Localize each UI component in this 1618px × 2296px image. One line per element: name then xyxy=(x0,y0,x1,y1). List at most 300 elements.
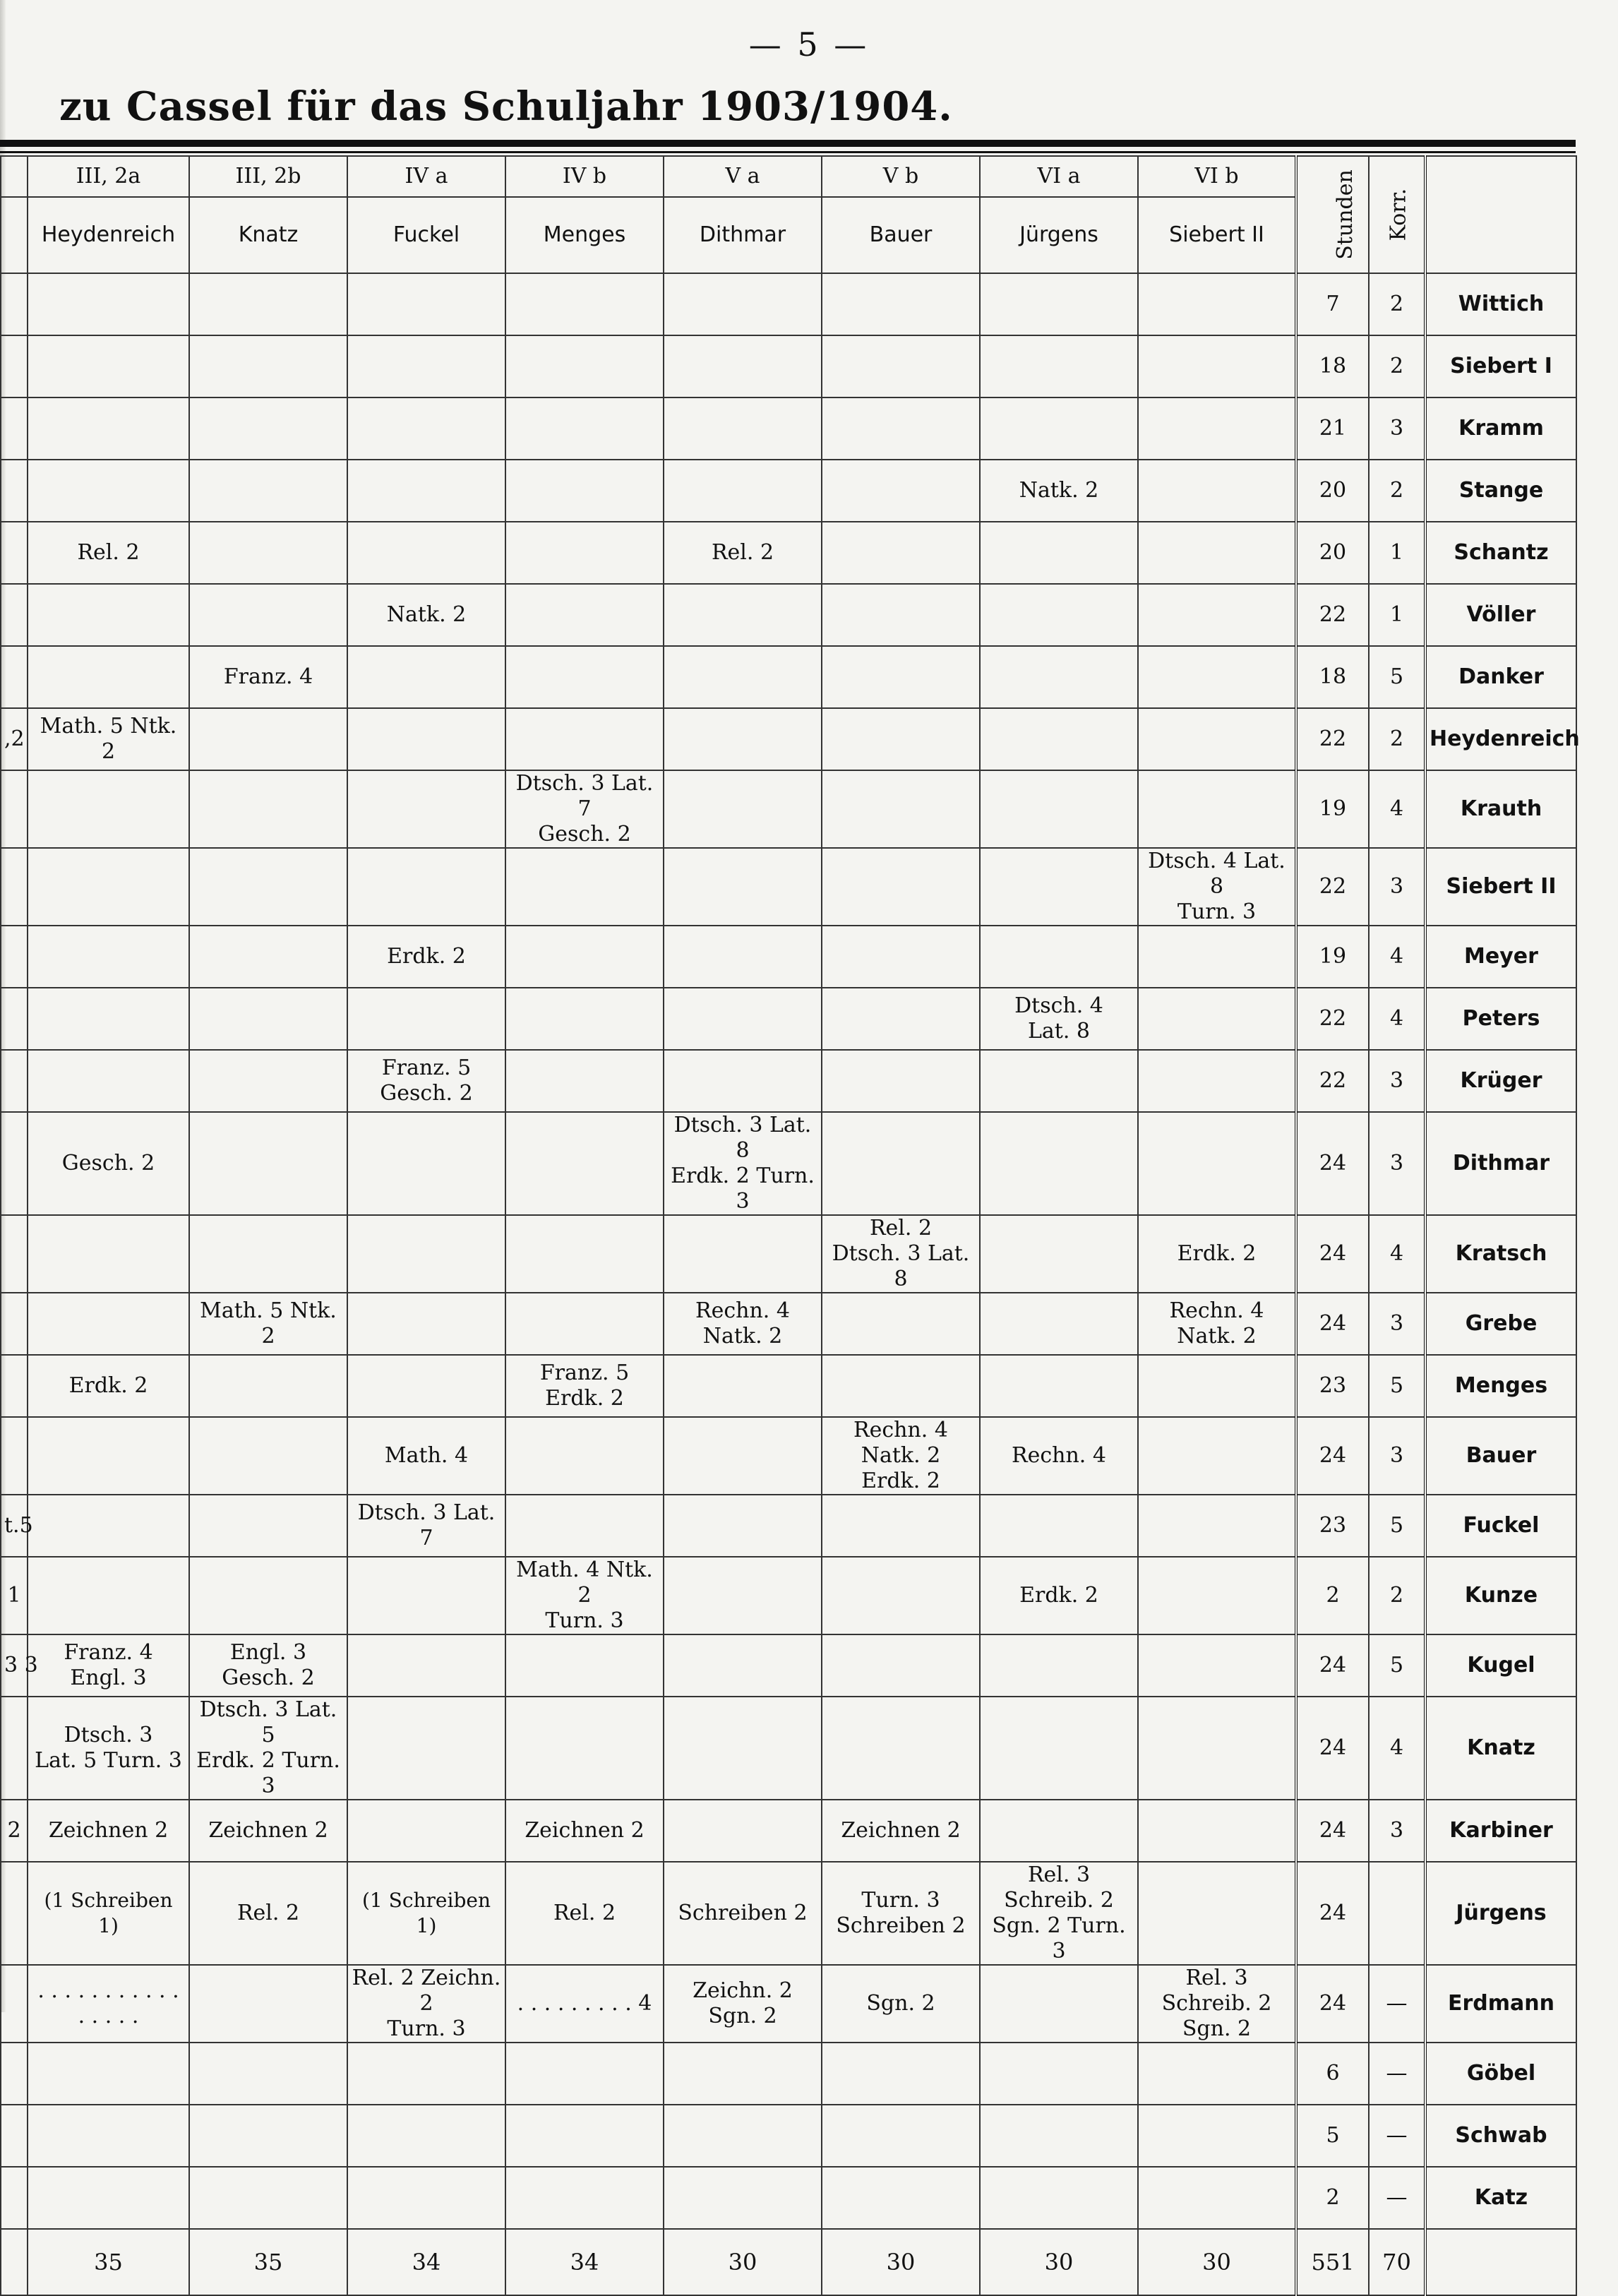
lesson-cell: Dtsch. 3 Lat. 5 Erdk. 2 Turn. 3 xyxy=(189,1697,347,1800)
lesson-cell xyxy=(822,1050,980,1112)
lesson-cell: Natk. 2 xyxy=(347,584,505,646)
stunden-cell: 22 xyxy=(1296,1050,1369,1112)
korr-header-label: Korr. xyxy=(1386,188,1411,241)
lesson-cell xyxy=(347,1557,505,1634)
lesson-cell xyxy=(822,926,980,988)
teacher-name: Kratsch xyxy=(1425,1215,1576,1293)
lesson-cell xyxy=(980,2043,1138,2105)
lesson-cell xyxy=(347,2105,505,2167)
edge-header xyxy=(1,156,28,197)
lesson-cell xyxy=(664,1050,822,1112)
lesson-cell xyxy=(664,926,822,988)
lesson-cell xyxy=(822,2105,980,2167)
lesson-cell xyxy=(1138,988,1296,1050)
teacher-row xyxy=(1,1355,1576,1417)
korr-cell: 5 xyxy=(1369,646,1425,708)
edge-fragment xyxy=(1,1417,28,1495)
stunden-cell: 7 xyxy=(1296,273,1369,335)
korr-cell: — xyxy=(1369,2167,1425,2229)
teacher-name: Krüger xyxy=(1425,1050,1576,1112)
edge-fragment xyxy=(1,335,28,397)
lesson-cell xyxy=(1138,1050,1296,1112)
teacher-name: Knatz xyxy=(1425,1697,1576,1800)
lesson-cell xyxy=(980,335,1138,397)
lesson-cell xyxy=(189,988,347,1050)
class-header: V b xyxy=(822,156,980,197)
lesson-cell xyxy=(980,1215,1138,1293)
lesson-cell xyxy=(822,335,980,397)
edge-fragment xyxy=(1,1697,28,1800)
lesson-cell: Franz. 5 Erdk. 2 xyxy=(505,1355,664,1417)
lesson-cell: Rel. 3 Schreib. 2 Sgn. 2 Turn. 3 xyxy=(980,1862,1138,1965)
lesson-cell xyxy=(347,335,505,397)
korr-cell: 3 xyxy=(1369,1050,1425,1112)
class-teacher: Menges xyxy=(505,197,664,273)
lesson-cell xyxy=(664,988,822,1050)
lesson-cell xyxy=(1138,1862,1296,1965)
stunden-cell: 2 xyxy=(1296,1557,1369,1634)
stunden-cell: 2 xyxy=(1296,2167,1369,2229)
stunden-cell: 24 xyxy=(1296,1862,1369,1965)
edge-fragment xyxy=(1,2105,28,2167)
lesson-cell xyxy=(189,1050,347,1112)
korr-cell: 1 xyxy=(1369,522,1425,584)
teacher-row xyxy=(1,584,1576,646)
name-header xyxy=(1425,156,1576,273)
total-cell: 30 xyxy=(1138,2229,1296,2295)
lesson-cell xyxy=(189,926,347,988)
lesson-cell xyxy=(1138,646,1296,708)
lesson-cell xyxy=(189,2167,347,2229)
teacher-name: Wittich xyxy=(1425,273,1576,335)
lesson-cell xyxy=(505,273,664,335)
korr-cell: 2 xyxy=(1369,1557,1425,1634)
lesson-cell: Erdk. 2 xyxy=(1138,1215,1296,1293)
lesson-cell xyxy=(28,2105,189,2167)
stunden-cell: 22 xyxy=(1296,708,1369,770)
teacher-row xyxy=(1,522,1576,584)
lesson-cell xyxy=(505,2105,664,2167)
edge-fragment: 2 xyxy=(1,1800,28,1862)
edge-fragment xyxy=(1,1293,28,1355)
lesson-cell xyxy=(980,1355,1138,1417)
lesson-cell xyxy=(189,848,347,926)
lesson-cell xyxy=(189,1417,347,1495)
teacher-name: Bauer xyxy=(1425,1417,1576,1495)
lesson-cell xyxy=(347,1293,505,1355)
lesson-cell xyxy=(347,460,505,522)
lesson-cell xyxy=(664,1215,822,1293)
lesson-cell xyxy=(980,770,1138,848)
total-name-cell xyxy=(1425,2229,1576,2295)
lesson-cell xyxy=(980,1112,1138,1215)
lesson-cell xyxy=(822,584,980,646)
lesson-cell xyxy=(28,273,189,335)
lesson-cell xyxy=(664,1417,822,1495)
lesson-cell: Rel. 2 Dtsch. 3 Lat. 8 xyxy=(822,1215,980,1293)
lesson-cell: Turn. 3 Schreiben 2 xyxy=(822,1862,980,1965)
teacher-name: Danker xyxy=(1425,646,1576,708)
lesson-cell: Franz. 4 xyxy=(189,646,347,708)
lesson-cell xyxy=(28,397,189,460)
korr-cell: 4 xyxy=(1369,988,1425,1050)
lesson-cell: Rechn. 4 Natk. 2 xyxy=(1138,1293,1296,1355)
edge-fragment xyxy=(1,2167,28,2229)
lesson-cell xyxy=(1138,770,1296,848)
lesson-cell xyxy=(505,584,664,646)
teacher-row xyxy=(1,1634,1576,1697)
lesson-cell xyxy=(664,2167,822,2229)
class-header: III, 2b xyxy=(189,156,347,197)
lesson-cell xyxy=(1138,1697,1296,1800)
edge-fragment xyxy=(1,273,28,335)
lesson-cell xyxy=(28,988,189,1050)
lesson-cell xyxy=(822,1557,980,1634)
lesson-cell: Rechn. 4 Natk. 2 xyxy=(664,1293,822,1355)
stunden-header-label: Stunden xyxy=(1332,169,1358,260)
lesson-cell xyxy=(980,926,1138,988)
edge-fragment xyxy=(1,1965,28,2043)
lesson-cell xyxy=(822,397,980,460)
total-cell: 30 xyxy=(822,2229,980,2295)
edge-fragment xyxy=(1,988,28,1050)
edge-fragment: 3 3 xyxy=(1,1634,28,1697)
teacher-name: Dithmar xyxy=(1425,1112,1576,1215)
lesson-cell xyxy=(28,926,189,988)
class-teacher: Fuckel xyxy=(347,197,505,273)
lesson-cell: Math. 4 Ntk. 2 Turn. 3 xyxy=(505,1557,664,1634)
stunden-cell: 22 xyxy=(1296,848,1369,926)
lesson-cell: Zeichnen 2 xyxy=(28,1800,189,1862)
lesson-cell xyxy=(347,848,505,926)
korr-cell: 2 xyxy=(1369,335,1425,397)
total-cell: 35 xyxy=(28,2229,189,2295)
lesson-cell xyxy=(505,1050,664,1112)
teacher-row xyxy=(1,1800,1576,1862)
lesson-cell: . . . . . . . . . 4 xyxy=(505,1965,664,2043)
teacher-row xyxy=(1,1965,1576,2043)
lesson-cell xyxy=(1138,584,1296,646)
page-title: zu Cassel für das Schuljahr 1903/1904. xyxy=(59,83,953,130)
korr-cell: 3 xyxy=(1369,1800,1425,1862)
teacher-name: Karbiner xyxy=(1425,1800,1576,1862)
teacher-row xyxy=(1,2105,1576,2167)
lesson-cell xyxy=(28,1495,189,1557)
lesson-cell: Gesch. 2 xyxy=(28,1112,189,1215)
lesson-cell xyxy=(347,1634,505,1697)
korr-cell: 2 xyxy=(1369,460,1425,522)
class-teacher: Bauer xyxy=(822,197,980,273)
stunden-cell: 19 xyxy=(1296,770,1369,848)
korr-cell: 4 xyxy=(1369,770,1425,848)
teacher-row xyxy=(1,2167,1576,2229)
total-cell: 30 xyxy=(664,2229,822,2295)
lesson-cell: Rel. 2 xyxy=(189,1862,347,1965)
lesson-cell xyxy=(189,584,347,646)
lesson-cell xyxy=(28,460,189,522)
class-teacher: Heydenreich xyxy=(28,197,189,273)
korr-cell xyxy=(1369,1862,1425,1965)
totals-row xyxy=(1,2229,1576,2295)
stunden-cell: 18 xyxy=(1296,335,1369,397)
teacher-name: Menges xyxy=(1425,1355,1576,1417)
lesson-cell xyxy=(28,2167,189,2229)
teacher-name: Erdmann xyxy=(1425,1965,1576,2043)
class-teacher: Knatz xyxy=(189,197,347,273)
lesson-cell xyxy=(664,1495,822,1557)
lesson-cell: Zeichn. 2 Sgn. 2 xyxy=(664,1965,822,2043)
lesson-cell xyxy=(1138,2167,1296,2229)
teacher-row xyxy=(1,2043,1576,2105)
teacher-name: Schwab xyxy=(1425,2105,1576,2167)
teacher-row xyxy=(1,1112,1576,1215)
lesson-cell xyxy=(664,1697,822,1800)
lesson-cell xyxy=(505,460,664,522)
lesson-cell xyxy=(505,1293,664,1355)
lesson-cell: Math. 5 Ntk. 2 xyxy=(189,1293,347,1355)
lesson-cell xyxy=(189,1557,347,1634)
lesson-cell xyxy=(189,1495,347,1557)
total-cell: 34 xyxy=(505,2229,664,2295)
stunden-cell: 24 xyxy=(1296,1215,1369,1293)
lesson-cell xyxy=(347,770,505,848)
teacher-name: Katz xyxy=(1425,2167,1576,2229)
lesson-cell xyxy=(664,2043,822,2105)
lesson-cell xyxy=(28,1215,189,1293)
lesson-cell xyxy=(505,708,664,770)
lesson-cell xyxy=(664,848,822,926)
lesson-cell: Dtsch. 3 Lat. 7 xyxy=(347,1495,505,1557)
lesson-cell xyxy=(347,1112,505,1215)
lesson-cell xyxy=(822,522,980,584)
lesson-cell xyxy=(347,988,505,1050)
class-teacher: Dithmar xyxy=(664,197,822,273)
edge-fragment xyxy=(1,522,28,584)
class-header: III, 2a xyxy=(28,156,189,197)
lesson-cell xyxy=(664,1634,822,1697)
korr-cell: 3 xyxy=(1369,397,1425,460)
lesson-cell xyxy=(1138,1634,1296,1697)
lesson-cell: Franz. 5 Gesch. 2 xyxy=(347,1050,505,1112)
korr-cell: 3 xyxy=(1369,1417,1425,1495)
page-number: — 5 — xyxy=(748,25,870,64)
teacher-name: Kunze xyxy=(1425,1557,1576,1634)
edge-fragment xyxy=(1,770,28,848)
lesson-cell xyxy=(822,1112,980,1215)
teacher-row xyxy=(1,460,1576,522)
lesson-cell xyxy=(1138,708,1296,770)
lesson-cell xyxy=(347,2167,505,2229)
teacher-row xyxy=(1,848,1576,926)
lesson-cell xyxy=(189,1355,347,1417)
teacher-name: Göbel xyxy=(1425,2043,1576,2105)
lesson-cell: Rel. 2 xyxy=(505,1862,664,1965)
lesson-cell xyxy=(347,522,505,584)
lesson-cell: Erdk. 2 xyxy=(28,1355,189,1417)
lesson-cell xyxy=(189,335,347,397)
teacher-name: Kugel xyxy=(1425,1634,1576,1697)
lesson-cell xyxy=(1138,1557,1296,1634)
lesson-cell: Zeichnen 2 xyxy=(505,1800,664,1862)
stunden-cell: 5 xyxy=(1296,2105,1369,2167)
teacher-row xyxy=(1,335,1576,397)
lesson-cell: Engl. 3 Gesch. 2 xyxy=(189,1634,347,1697)
class-teacher: Siebert II xyxy=(1138,197,1296,273)
teacher-name: Heydenreich xyxy=(1425,708,1576,770)
lesson-cell xyxy=(505,1495,664,1557)
lesson-cell xyxy=(28,770,189,848)
teacher-row xyxy=(1,988,1576,1050)
lesson-cell: Franz. 4 Engl. 3 xyxy=(28,1634,189,1697)
lesson-cell xyxy=(189,522,347,584)
lesson-cell xyxy=(28,1293,189,1355)
edge-fragment xyxy=(1,1355,28,1417)
lesson-cell xyxy=(822,1634,980,1697)
stunden-cell: 19 xyxy=(1296,926,1369,988)
lesson-cell xyxy=(189,460,347,522)
lesson-cell xyxy=(28,1417,189,1495)
lesson-cell xyxy=(347,1862,505,1965)
lesson-cell xyxy=(822,1355,980,1417)
lesson-cell: Dtsch. 3 Lat. 5 Turn. 3 xyxy=(28,1697,189,1800)
teacher-name: Siebert II xyxy=(1425,848,1576,926)
lesson-cell xyxy=(347,273,505,335)
teacher-row xyxy=(1,770,1576,848)
teacher-row xyxy=(1,708,1576,770)
edge-fragment xyxy=(1,397,28,460)
stunden-cell: 24 xyxy=(1296,1112,1369,1215)
teacher-name: Siebert I xyxy=(1425,335,1576,397)
class-header-row xyxy=(1,156,1576,197)
korr-cell: 5 xyxy=(1369,1495,1425,1557)
lesson-cell xyxy=(347,1215,505,1293)
stunden-cell: 22 xyxy=(1296,584,1369,646)
lesson-cell xyxy=(822,988,980,1050)
lesson-cell xyxy=(347,1355,505,1417)
lesson-cell xyxy=(28,335,189,397)
lesson-cell xyxy=(347,2043,505,2105)
lesson-cell xyxy=(822,646,980,708)
lesson-cell xyxy=(980,1050,1138,1112)
lesson-cell xyxy=(1138,335,1296,397)
lesson-cell: Rel. 2 xyxy=(28,522,189,584)
lesson-cell xyxy=(505,2043,664,2105)
edge-fragment xyxy=(1,2043,28,2105)
lesson-cell xyxy=(1138,1800,1296,1862)
stunden-cell: 6 xyxy=(1296,2043,1369,2105)
teacher-row xyxy=(1,1417,1576,1495)
lesson-cell xyxy=(347,708,505,770)
stunden-header xyxy=(1296,156,1369,273)
lesson-cell xyxy=(1138,2043,1296,2105)
lesson-cell xyxy=(505,988,664,1050)
lesson-cell: Dtsch. 3 Lat. 8 Erdk. 2 Turn. 3 xyxy=(664,1112,822,1215)
stunden-cell: 24 xyxy=(1296,1965,1369,2043)
korr-cell: 3 xyxy=(1369,1112,1425,1215)
lesson-cell xyxy=(28,646,189,708)
lesson-cell xyxy=(980,2105,1138,2167)
teacher-name: Völler xyxy=(1425,584,1576,646)
teacher-row xyxy=(1,926,1576,988)
edge-fragment xyxy=(1,848,28,926)
lesson-cell xyxy=(980,1634,1138,1697)
teacher-name: Stange xyxy=(1425,460,1576,522)
edge-header xyxy=(1,197,28,273)
lesson-cell xyxy=(28,1557,189,1634)
stunden-cell: 23 xyxy=(1296,1355,1369,1417)
stunden-cell: 20 xyxy=(1296,522,1369,584)
stunden-cell: 20 xyxy=(1296,460,1369,522)
lesson-cell xyxy=(664,460,822,522)
lesson-cell: Schreiben 2 xyxy=(664,1862,822,1965)
lesson-cell xyxy=(664,770,822,848)
korr-cell: — xyxy=(1369,1965,1425,2043)
stunden-cell: 24 xyxy=(1296,1800,1369,1862)
lesson-cell xyxy=(28,2043,189,2105)
lesson-cell xyxy=(822,2043,980,2105)
lesson-cell xyxy=(28,848,189,926)
teacher-row xyxy=(1,1557,1576,1634)
lesson-cell: Rechn. 4 Natk. 2 Erdk. 2 xyxy=(822,1417,980,1495)
lesson-cell xyxy=(980,1800,1138,1862)
lesson-cell xyxy=(980,646,1138,708)
lesson-cell xyxy=(505,926,664,988)
lesson-cell xyxy=(505,646,664,708)
lesson-cell xyxy=(1138,460,1296,522)
lesson-cell xyxy=(189,1965,347,2043)
teacher-row xyxy=(1,273,1576,335)
lesson-cell xyxy=(980,1293,1138,1355)
lesson-cell xyxy=(822,2167,980,2229)
lesson-cell xyxy=(822,1697,980,1800)
lesson-cell xyxy=(505,848,664,926)
edge-fragment: t.5 xyxy=(1,1495,28,1557)
lesson-cell: Math. 5 Ntk. 2 xyxy=(28,708,189,770)
lesson-cell xyxy=(505,2167,664,2229)
teacher-name: Krauth xyxy=(1425,770,1576,848)
teacher-row xyxy=(1,1215,1576,1293)
korr-cell: — xyxy=(1369,2043,1425,2105)
subnote: (1 Schreiben 1) xyxy=(362,1889,491,1937)
teacher-name: Kramm xyxy=(1425,397,1576,460)
lesson-cell xyxy=(1138,1417,1296,1495)
lesson-cell: Rel. 2 xyxy=(664,522,822,584)
lesson-cell xyxy=(664,397,822,460)
stunden-cell: 24 xyxy=(1296,1634,1369,1697)
korr-cell: 3 xyxy=(1369,848,1425,926)
total-cell: 34 xyxy=(347,2229,505,2295)
edge-fragment xyxy=(1,1862,28,1965)
lesson-cell xyxy=(505,1112,664,1215)
lesson-cell xyxy=(28,1050,189,1112)
lesson-cell xyxy=(505,397,664,460)
lesson-cell xyxy=(28,584,189,646)
korr-cell: 5 xyxy=(1369,1355,1425,1417)
lesson-cell xyxy=(189,1215,347,1293)
header-rule-thin xyxy=(0,151,1576,153)
edge-fragment xyxy=(1,460,28,522)
schedule-body xyxy=(1,273,1580,2229)
stunden-cell: 22 xyxy=(1296,988,1369,1050)
stunden-cell: 24 xyxy=(1296,1697,1369,1800)
lesson-cell xyxy=(664,335,822,397)
lesson-cell xyxy=(822,1293,980,1355)
lesson-cell xyxy=(189,770,347,848)
edge-cell xyxy=(1,2229,28,2295)
lesson-cell xyxy=(189,397,347,460)
lesson-cell xyxy=(505,1215,664,1293)
total-cell: 35 xyxy=(189,2229,347,2295)
